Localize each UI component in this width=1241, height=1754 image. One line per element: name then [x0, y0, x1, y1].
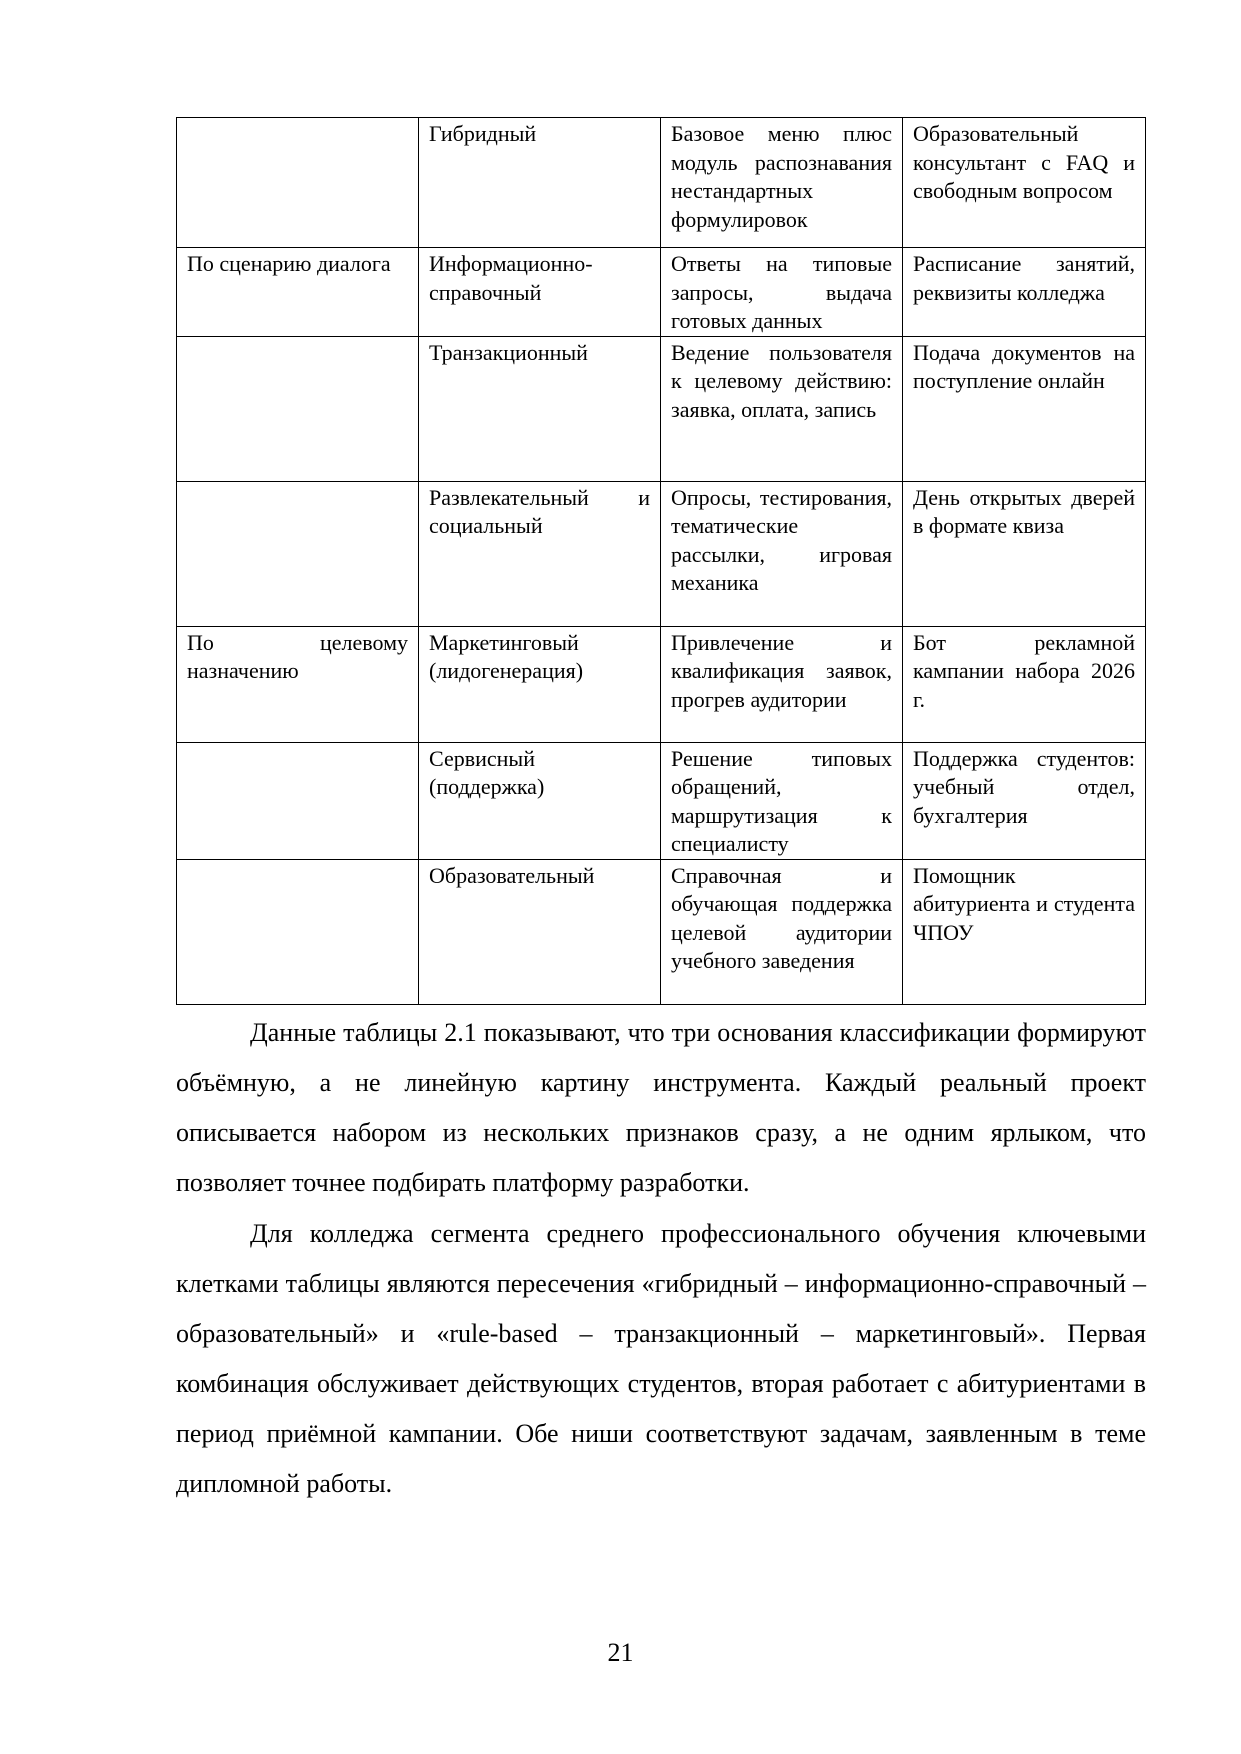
table-cell-example: Помощник абитуриента и студента ЧПОУ [903, 859, 1146, 1004]
table-cell-example: Подача документов на поступление онлайн [903, 336, 1146, 481]
table-cell-description: Опросы, тестирования, тематические рассылки, игровая механика [661, 481, 903, 626]
table-cell-criterion [177, 336, 419, 481]
table-cell-criterion [177, 481, 419, 626]
table-cell-description: Базовое меню плюс модуль распознавания нестандартных формулировок [661, 118, 903, 248]
table-cell-type: Информационно-справочный [419, 248, 661, 337]
table-cell-example: Расписание занятий, реквизиты колледжа [903, 248, 1146, 337]
table-cell-example: День открытых дверей в формате квиза [903, 481, 1146, 626]
classification-table-body [177, 118, 1146, 1005]
table-cell-type: Маркетинговый (лидогенерация) [419, 626, 661, 742]
table-row [177, 742, 1146, 859]
body-paragraph: Для колледжа сегмента среднего профессионального обучения ключевыми клетками таблицы являются пересечения «гибридный – информационно-справочный – образовательный» и «rule-based – транзакционный – маркетинговый». Первая комбинация обслуживает действующих студентов, вторая работает с абитуриентами в период приёмной кампании. Обе ниши соответствуют задачам, заявленным в теме дипломной работы. [176, 1219, 1146, 1498]
table-cell-criterion [177, 118, 419, 248]
table-cell-type: Образовательный [419, 859, 661, 1004]
table-cell-description: Решение типовых обращений, маршрутизация к специалисту [661, 742, 903, 859]
table-cell-type: Гибридный [419, 118, 661, 248]
table-row [177, 248, 1146, 337]
table-row [177, 626, 1146, 742]
page-number: 21 [607, 1638, 634, 1667]
table-cell-description: Ведение пользователя к целевому действию: заявка, оплата, запись [661, 336, 903, 481]
table-cell-example: Поддержка студентов: учебный отдел, бухгалтерия [903, 742, 1146, 859]
table-cell-description: Привлечение и квалификация заявок, прогрев аудитории [661, 626, 903, 742]
table-row [177, 118, 1146, 248]
table-cell-criterion [177, 859, 419, 1004]
table-cell-type: Сервисный (поддержка) [419, 742, 661, 859]
table-cell-type: Транзакционный [419, 336, 661, 481]
table-row [177, 336, 1146, 481]
table-cell-type: Развлекательный и социальный [419, 481, 661, 626]
table-row [177, 859, 1146, 1004]
table-cell-example: Бот рекламной кампании набора 2026 г. [903, 626, 1146, 742]
table-cell-criterion [177, 742, 419, 859]
table-cell-example: Образовательный консультант с FAQ и свободным вопросом [903, 118, 1146, 248]
table-cell-description: Ответы на типовые запросы, выдача готовых данных [661, 248, 903, 337]
table-cell-description: Справочная и обучающая поддержка целевой аудитории учебного заведения [661, 859, 903, 1004]
classification-table [176, 117, 1146, 1005]
body-paragraph: Данные таблицы 2.1 показывают, что три основания классификации формируют объёмную, а не линейную картину инструмента. Каждый реальный проект описывается набором из нескольких признаков сразу, а не одним ярлыком, что позволяет точнее подбирать платформу разработки. [176, 1018, 1146, 1197]
table-row [177, 481, 1146, 626]
table-cell-criterion: По целевому назначению [177, 626, 419, 742]
table-cell-criterion: По сценарию диалога [177, 248, 419, 337]
